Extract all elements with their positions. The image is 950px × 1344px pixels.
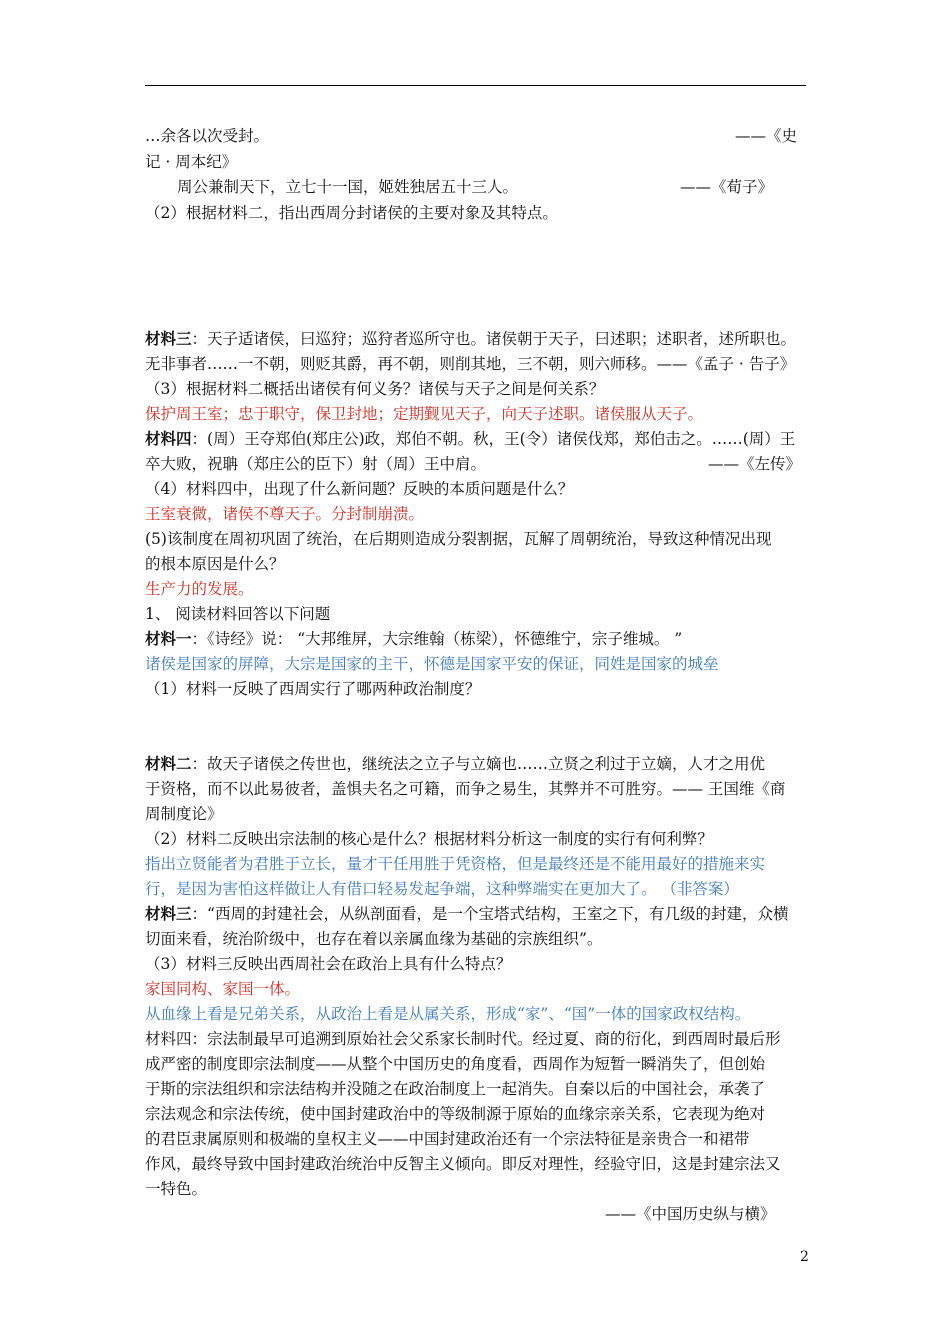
- question-3: （3）材料三反映出西周社会在政治上具有什么特点？: [145, 955, 512, 973]
- material-3-line: 无非事者……一不朝，则贬其爵，再不朝，则削其地，三不朝，则六师移。——《孟子 · 告子》: [145, 355, 796, 373]
- question-1: （1）材料一反映了西周实行了哪两种政治制度？: [145, 680, 481, 698]
- text-line: 记 · 周本纪》: [145, 153, 238, 171]
- material-1-line: [145, 629, 682, 649]
- material-4-line: 作风，最终导致中国封建政治统治中反智主义倾向。即反对理性，经验守旧，这是封建宗法又: [145, 1155, 781, 1173]
- question-5: (5)该制度在周初巩固了统治，在后期则造成分裂割据，瓦解了周朝统治，导致这种情况出现: [145, 530, 772, 548]
- material-4-line: 材料四：宗法制最早可追溯到原始社会父系家长制时代。经过夏、商的衍化，到西周时最后形: [145, 1030, 781, 1048]
- material-2-line: 于资格，而不以此易彼者，盖惧夫名之可籍，而争之易生，其弊并不可胜穷。—— 王国维《商: [145, 780, 786, 798]
- material-label: 材料三: [145, 904, 192, 923]
- source-citation: ——《史: [735, 127, 798, 145]
- question-4: （4）材料四中，出现了什么新问题？反映的本质问题是什么？: [145, 480, 574, 498]
- question-2: （2）根据材料二，指出西周分封诸侯的主要对象及其特点。: [145, 204, 558, 222]
- translation: 行，是因为害怕这样做让人有借口轻易发起争端，这种弊端实在更加大了。 （非答案）: [145, 880, 739, 898]
- material-2-line: [145, 754, 765, 774]
- translation: 诸侯是国家的屏障，大宗是国家的主干，怀德是国家平安的保证，同姓是国家的城垒: [145, 655, 719, 673]
- question-2: （2）材料二反映出宗法制的核心是什么？根据材料分析这一制度的实行有何利弊？: [145, 830, 713, 848]
- header-rule: [145, 85, 806, 86]
- page-number: 2: [800, 1249, 809, 1265]
- answer-5: 生产力的发展。: [145, 580, 254, 598]
- source-citation: ——《左传》: [708, 455, 802, 473]
- section-title: 1、 阅读材料回答以下问题: [145, 605, 331, 623]
- translation: 指出立贤能者为君胜于立长，量才干任用胜于凭资格，但是最终还是不能用最好的措施来实: [145, 855, 766, 873]
- material-label: 材料三: [145, 329, 192, 348]
- text-line: 周公兼制天下，立七十一国，姬姓独居五十三人。: [177, 178, 519, 196]
- answer-3: 家国同构、家国一体。: [145, 980, 301, 998]
- question-3: （3）根据材料二概括出诸侯有何义务？诸侯与天子之间是何关系？: [145, 380, 605, 398]
- material-4-line: 宗法观念和宗法传统，使中国封建政治中的等级制源于原始的血缘宗亲关系，它表现为绝对: [145, 1105, 766, 1123]
- material-text: ：天子适诸侯，曰巡狩；巡狩者巡所守也。诸侯朝于天子，曰述职；述职者，述所职也。: [191, 330, 797, 348]
- material-label: 材料二: [145, 754, 192, 773]
- text-line: …余各以次受封。: [145, 127, 270, 145]
- source-citation: ——《中国历史纵与横》: [605, 1205, 776, 1223]
- material-text: ：故天子诸侯之传世也，继统法之立子与立嫡也……立贤之利过于立嫡，人才之用优: [191, 755, 766, 773]
- answer-3: 保护周王室；忠于职守，保卫封地；定期觐见天子，向天子述职。诸侯服从天子。: [145, 405, 704, 423]
- material-4-line: 的君臣隶属原则和极端的皇权主义——中国封建政治还有一个宗法特征是亲贵合一和裙带: [145, 1130, 750, 1148]
- material-text: ：“西周的封建社会，从纵剖面看，是一个宝塔式结构，王室之下，有几级的封建，众横: [191, 905, 789, 923]
- material-2-line: 周制度论》: [145, 805, 223, 823]
- material-text: ：(周）王夺郑伯(郑庄公)政，郑伯不朝。秋，王(令）诸侯伐郑，郑伯击之。……(周）王: [191, 430, 796, 448]
- material-text: ：《诗经》说： “大邦维屏，大宗维翰（栋梁），怀德维宁，宗子维城。 ”: [191, 630, 683, 648]
- material-4-line: 卒大败，祝聃（郑庄公的臣下）射（周）王中肩。: [145, 455, 487, 473]
- source-citation: ——《荀子》: [680, 178, 774, 196]
- question-5: 的根本原因是什么？: [145, 555, 285, 573]
- material-4-line: [145, 429, 795, 449]
- translation: 从血缘上看是兄弟关系，从政治上看是从属关系，形成“家”、“国”一体的国家政权结构。: [145, 1005, 751, 1023]
- material-3-line: [145, 329, 796, 349]
- material-label: 材料一: [145, 629, 192, 648]
- material-4-line: 成严密的制度即宗法制度——从整个中国历史的角度看，西周作为短暂一瞬消失了，但创始: [145, 1055, 766, 1073]
- material-4-line: 一特色。: [145, 1180, 208, 1198]
- material-4-line: 于斯的宗法组织和宗法结构并没随之在政治制度上一起消失。自秦以后的中国社会，承袭了: [145, 1080, 766, 1098]
- material-3-line: [145, 904, 788, 924]
- material-3-line: 切面来看，统治阶级中，也存在着以亲属血缘为基础的宗族组织”。: [145, 930, 603, 948]
- material-label: 材料四: [145, 429, 192, 448]
- answer-4: 王室衰微，诸侯不尊天子。分封制崩溃。: [145, 505, 425, 523]
